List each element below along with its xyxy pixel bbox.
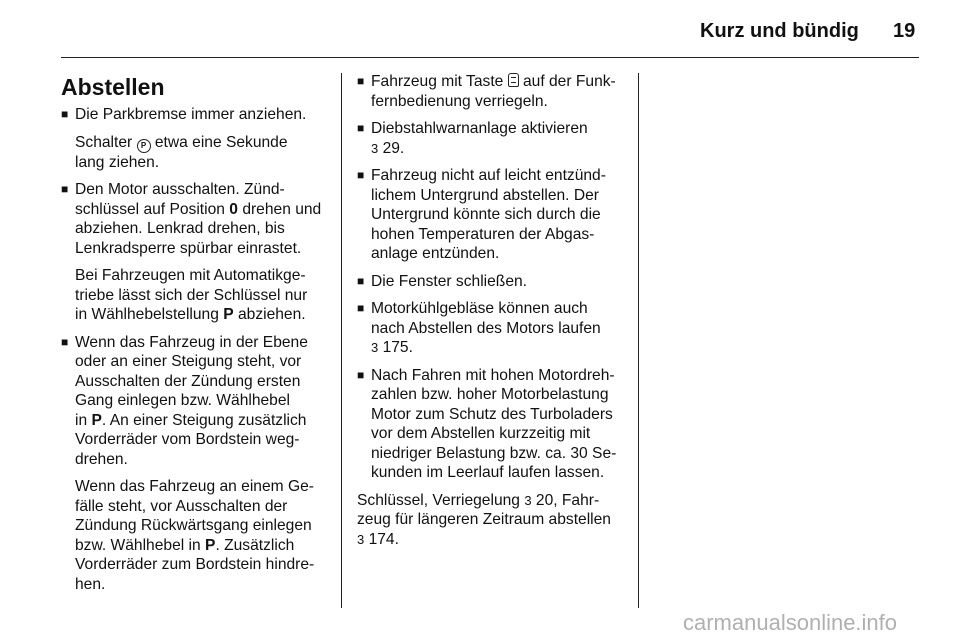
text-line: fälle steht, vor Ausschalten der	[75, 497, 288, 515]
text-line: Motorkühlgebläse können auch	[371, 300, 588, 317]
page-reference[interactable]: 175.	[382, 339, 413, 356]
text-line: Vorderräder vom Bordstein weg-	[75, 431, 300, 448]
column-divider-1	[341, 73, 342, 608]
column-middle	[357, 72, 627, 549]
page-reference-icon: 3	[371, 340, 379, 355]
text-line: drehen.	[75, 450, 128, 468]
text-line: Motor zum Schutz des Turboladers	[371, 405, 613, 423]
emphasis: P	[205, 536, 216, 554]
emphasis: 0	[229, 200, 238, 218]
page-reference-icon: 3	[357, 531, 365, 547]
page-number: 19	[893, 20, 916, 42]
list-item	[357, 272, 627, 292]
text-line: Zündung Rückwärtsgang einlegen	[75, 517, 312, 534]
text-line: zeug für längeren Zeitraum abstellen	[357, 511, 611, 528]
text-line: Schlüssel, Verriegelung	[357, 491, 525, 509]
text-line: Vorderräder zum Bordstein hindre-	[75, 556, 315, 573]
bullet-icon: ■	[61, 334, 69, 349]
bullet-icon: ■	[357, 168, 365, 182]
emphasis: P	[223, 306, 234, 323]
header-rule	[61, 57, 919, 58]
emphasis: P	[91, 411, 102, 429]
parking-brake-icon: P	[137, 139, 151, 153]
text-line: Den Motor ausschalten. Zünd-	[75, 181, 285, 198]
list-item	[357, 72, 627, 111]
column-divider-2	[638, 73, 639, 608]
text-line: Lenkradsperre spürbar einrastet.	[75, 239, 302, 257]
text-line: Fahrzeug mit Taste	[371, 73, 508, 90]
list-item	[357, 119, 627, 158]
text-line: schlüssel auf Position	[75, 200, 230, 218]
bullet-icon: ■	[61, 182, 69, 196]
text-line: etwa eine Sekunde	[150, 133, 288, 151]
text-line: kunden im Leerlauf laufen lassen.	[371, 464, 605, 481]
page-reference-icon: 3	[371, 140, 379, 156]
page-reference[interactable]: 174.	[368, 530, 399, 548]
text-line: Wenn das Fahrzeug in der Ebene	[75, 333, 308, 351]
text-line: Wenn das Fahrzeug an einem Ge-	[75, 478, 314, 495]
text-line: niedriger Belastung bzw. ca. 30 Se-	[371, 444, 617, 462]
text-line: anlage entzünden.	[371, 245, 500, 262]
text-line: lichem Untergrund abstellen. Der	[371, 186, 599, 204]
text-line: nach Abstellen des Motors laufen	[371, 319, 601, 337]
text-line: abziehen.	[233, 306, 306, 323]
text-line: hen.	[75, 575, 106, 593]
text-line: drehen und	[237, 200, 322, 218]
text-line: Fahrzeug nicht auf leicht entzünd-	[371, 167, 606, 184]
list-item	[357, 366, 627, 483]
text-line: Die Parkbremse immer anziehen.	[75, 106, 307, 123]
text-line: auf der Funk-	[518, 73, 616, 90]
list-item	[61, 333, 333, 595]
bullet-icon: ■	[357, 273, 365, 288]
text-line: Gang einlegen bzw. Wählhebel	[75, 392, 290, 409]
text-line: . Zusätzlich	[215, 536, 295, 554]
list-item	[61, 180, 333, 325]
bullet-icon: ■	[357, 74, 365, 88]
watermark: carmanualsonline.info	[683, 610, 898, 635]
text-line: zahlen bzw. hoher Motorbelastung	[371, 386, 609, 403]
column-left	[61, 72, 333, 602]
text-line: fernbedienung verriegeln.	[371, 92, 548, 110]
text-line: . An einer Steigung zusätzlich	[101, 411, 307, 429]
text-line: Untergrund könnte sich durch die	[371, 206, 601, 223]
text-line: Nach Fahren mit hohen Motordreh-	[371, 366, 615, 384]
page-reference-icon: 3	[524, 492, 532, 508]
text-line: bzw. Wählhebel in	[75, 536, 206, 554]
text-line: Die Fenster schließen.	[371, 272, 527, 290]
cross-reference-paragraph	[357, 491, 627, 550]
list-item	[357, 299, 627, 358]
bullet-icon: ■	[357, 301, 365, 315]
text-line: abziehen. Lenkrad drehen, bis	[75, 220, 285, 237]
text-line: triebe lässt sich der Schlüssel nur	[75, 286, 308, 304]
text-line: in Wählhebelstellung	[75, 306, 224, 323]
lock-button-icon	[508, 73, 519, 87]
page-reference[interactable]: 20, Fahr-	[535, 491, 600, 509]
text-line: Ausschalten der Zündung ersten	[75, 372, 301, 390]
text-line: in	[75, 411, 92, 429]
text-line: Diebstahlwarnanlage aktivieren	[371, 120, 588, 137]
section-title: Abstellen	[61, 74, 165, 100]
text-line: oder an einer Steigung steht, vor	[75, 353, 302, 370]
list-item	[61, 105, 333, 172]
bullet-icon: ■	[357, 121, 365, 135]
page-reference[interactable]: 29.	[382, 139, 405, 157]
bullet-icon: ■	[357, 367, 365, 382]
running-header-title: Kurz und bündig	[700, 20, 859, 42]
text-line: hohen Temperaturen der Abgas-	[371, 225, 595, 243]
bullet-icon: ■	[61, 107, 69, 121]
list-item	[357, 166, 627, 264]
text-line: lang ziehen.	[75, 153, 160, 171]
text-line: vor dem Abstellen kurzzeitig mit	[371, 425, 591, 442]
text-line: Bei Fahrzeugen mit Automatikge-	[75, 267, 306, 284]
text-line: Schalter	[75, 133, 137, 151]
